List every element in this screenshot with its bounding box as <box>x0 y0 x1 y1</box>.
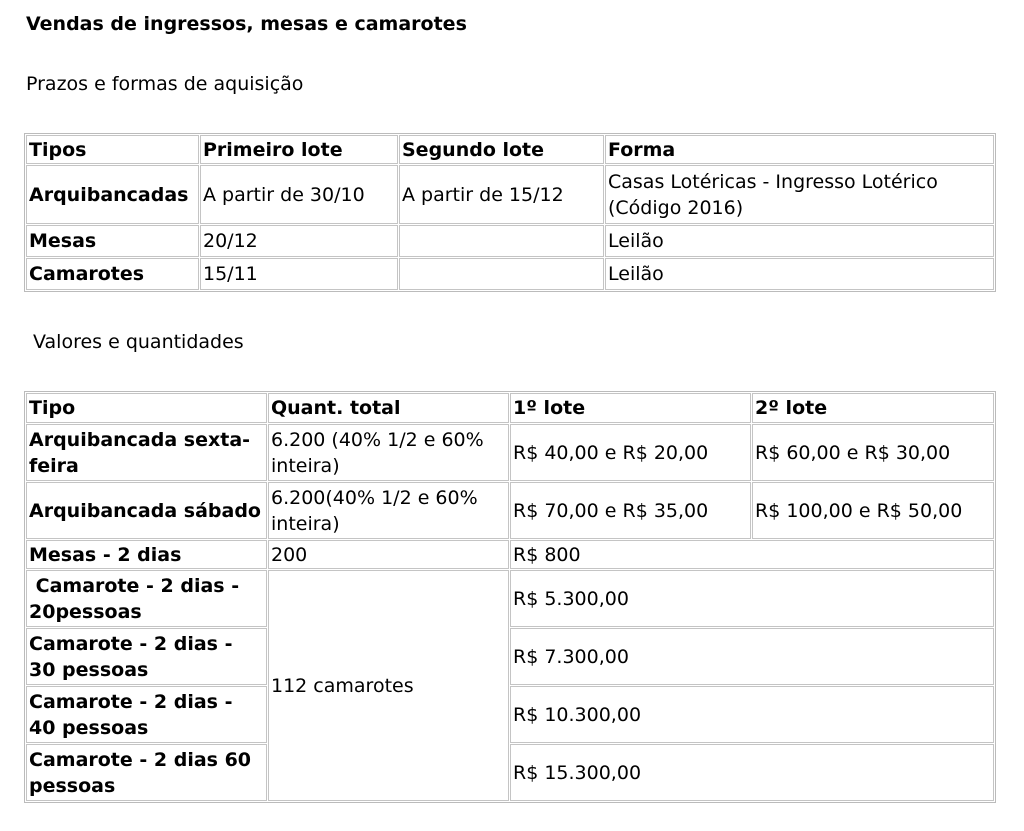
table-row <box>26 165 994 224</box>
cell-quantidade-camarotes: 112 camarotes <box>268 570 509 801</box>
cell: A partir de 15/12 <box>399 165 604 224</box>
row-label: Camarote - 2 dias 60 pessoas <box>26 744 267 801</box>
header-cell: Quant. total <box>268 393 509 423</box>
cell: 20/12 <box>200 225 398 257</box>
table-row <box>26 540 994 569</box>
header-cell: Primeiro lote <box>200 135 398 164</box>
row-label: Mesas - 2 dias <box>26 540 267 569</box>
table-row <box>26 482 994 539</box>
cell: Leilão <box>605 258 994 290</box>
row-label: Camarotes <box>26 258 199 290</box>
row-label: Camarote - 2 dias - 40 pessoas <box>26 686 267 743</box>
cell <box>399 258 604 290</box>
table-row <box>26 225 994 257</box>
table-row <box>26 686 994 743</box>
table-row <box>26 570 994 627</box>
table-header-row <box>26 393 994 423</box>
valores-table <box>24 391 996 803</box>
cell: 6.200(40% 1/2 e 60% inteira) <box>268 482 509 539</box>
header-cell: Forma <box>605 135 994 164</box>
table-header-row <box>26 135 994 164</box>
cell: R$ 40,00 e R$ 20,00 <box>510 424 751 481</box>
table-row <box>26 744 994 801</box>
cell: R$ 7.300,00 <box>510 628 994 685</box>
cell: R$ 800 <box>510 540 994 569</box>
cell: Casas Lotéricas - Ingresso Lotérico (Código 2016) <box>605 165 994 224</box>
cell: R$ 10.300,00 <box>510 686 994 743</box>
cell: R$ 100,00 e R$ 50,00 <box>752 482 994 539</box>
cell: 200 <box>268 540 509 569</box>
cell: 15/11 <box>200 258 398 290</box>
header-cell: Segundo lote <box>399 135 604 164</box>
cell: 6.200 (40% 1/2 e 60% inteira) <box>268 424 509 481</box>
header-cell: 1º lote <box>510 393 751 423</box>
page-title: Vendas de ingressos, mesas e camarotes <box>26 13 467 35</box>
header-cell: Tipos <box>26 135 199 164</box>
row-label: Arquibancada sábado <box>26 482 267 539</box>
row-label: Mesas <box>26 225 199 257</box>
table-row <box>26 258 994 290</box>
section-heading-prazos: Prazos e formas de aquisição <box>26 73 304 95</box>
row-label: Arquibancadas <box>26 165 199 224</box>
row-label: Arquibancada sexta-feira <box>26 424 267 481</box>
cell: A partir de 30/10 <box>200 165 398 224</box>
table-row <box>26 424 994 481</box>
cell: R$ 15.300,00 <box>510 744 994 801</box>
header-cell: Tipo <box>26 393 267 423</box>
cell: R$ 60,00 e R$ 30,00 <box>752 424 994 481</box>
cell: Leilão <box>605 225 994 257</box>
row-label: Camarote - 2 dias - 20pessoas <box>26 570 267 627</box>
header-cell: 2º lote <box>752 393 994 423</box>
row-label: Camarote - 2 dias - 30 pessoas <box>26 628 267 685</box>
cell <box>399 225 604 257</box>
cell: R$ 5.300,00 <box>510 570 994 627</box>
prazos-table <box>24 133 996 292</box>
cell: R$ 70,00 e R$ 35,00 <box>510 482 751 539</box>
table-row <box>26 628 994 685</box>
section-heading-valores: Valores e quantidades <box>33 331 244 353</box>
